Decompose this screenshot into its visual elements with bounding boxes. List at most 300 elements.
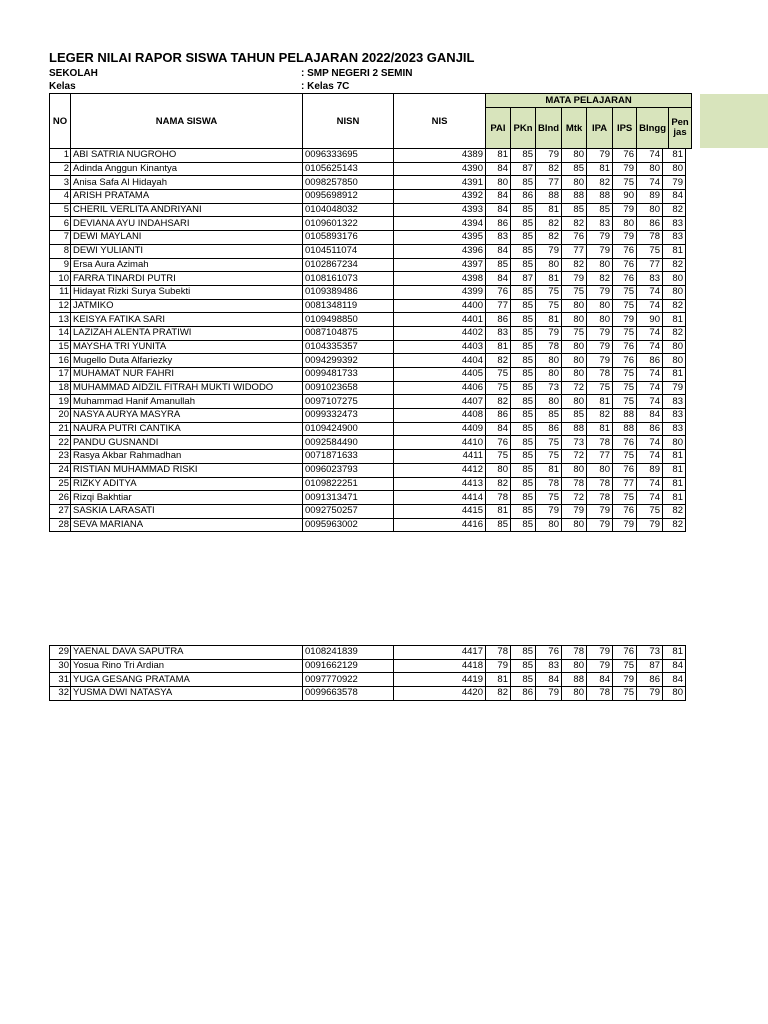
score-cell: 77 <box>587 450 613 464</box>
score-cell: 79 <box>587 354 613 368</box>
score-cell: 75 <box>536 491 562 505</box>
score-cell: 77 <box>613 477 637 491</box>
score-cell: 89 <box>637 190 663 204</box>
student-nisn: 0109498850 <box>303 313 394 327</box>
score-cell: 81 <box>663 477 686 491</box>
score-cell: 80 <box>536 518 562 532</box>
row-number: 22 <box>50 436 71 450</box>
score-cell: 81 <box>663 313 686 327</box>
score-cell: 85 <box>511 326 536 340</box>
score-cell: 75 <box>562 326 587 340</box>
score-cell: 85 <box>511 258 536 272</box>
student-name: Rasya Akbar Rahmadhan <box>71 450 303 464</box>
score-cell: 74 <box>637 381 663 395</box>
col-header-subject: IPA <box>587 108 613 149</box>
score-cell: 85 <box>511 381 536 395</box>
row-number: 27 <box>50 504 71 518</box>
page-title: LEGER NILAI RAPOR SISWA TAHUN PELAJARAN 2022/2023 GANJIL <box>49 50 475 65</box>
score-cell: 85 <box>511 217 536 231</box>
score-cell: 80 <box>663 162 686 176</box>
row-number: 16 <box>50 354 71 368</box>
row-number: 1 <box>50 149 71 163</box>
student-name: YUSMA DWI NATASYA <box>71 687 303 701</box>
table-row <box>50 285 686 299</box>
score-cell: 74 <box>637 299 663 313</box>
score-cell: 84 <box>486 244 511 258</box>
score-cell: 78 <box>587 687 613 701</box>
score-cell: 80 <box>562 687 587 701</box>
score-cell: 76 <box>613 463 637 477</box>
student-name: MAYSHA TRI YUNITA <box>71 340 303 354</box>
row-number: 13 <box>50 313 71 327</box>
student-name: KEISYA FATIKA SARI <box>71 313 303 327</box>
student-nisn: 0104511074 <box>303 244 394 258</box>
score-cell: 78 <box>587 436 613 450</box>
table-row <box>50 313 686 327</box>
row-number: 9 <box>50 258 71 272</box>
student-name: Rizqi Bakhtiar <box>71 491 303 505</box>
grade-table-body-1 <box>49 148 686 532</box>
score-cell: 72 <box>562 491 587 505</box>
score-cell: 78 <box>587 477 613 491</box>
score-cell: 79 <box>587 646 613 660</box>
student-nis: 4409 <box>394 422 486 436</box>
score-cell: 75 <box>536 299 562 313</box>
student-nisn: 0105893176 <box>303 231 394 245</box>
student-name: MUHAMMAD AIDZIL FITRAH MUKTI WIDODO <box>71 381 303 395</box>
student-nisn: 0109601322 <box>303 217 394 231</box>
score-cell: 75 <box>613 326 637 340</box>
table-row <box>50 395 686 409</box>
score-cell: 84 <box>486 422 511 436</box>
student-nis: 4396 <box>394 244 486 258</box>
score-cell: 85 <box>511 673 536 687</box>
row-number: 12 <box>50 299 71 313</box>
score-cell: 80 <box>486 463 511 477</box>
col-header-nama: NAMA SISWA <box>71 94 303 149</box>
row-number: 2 <box>50 162 71 176</box>
student-name: RIZKY ADITYA <box>71 477 303 491</box>
score-cell: 82 <box>536 231 562 245</box>
score-cell: 85 <box>536 409 562 423</box>
score-cell: 79 <box>663 176 686 190</box>
score-cell: 80 <box>613 217 637 231</box>
student-nisn: 0109822251 <box>303 477 394 491</box>
score-cell: 82 <box>486 687 511 701</box>
score-cell: 79 <box>587 149 613 163</box>
student-name: ABI SATRIA NUGROHO <box>71 149 303 163</box>
score-cell: 83 <box>536 659 562 673</box>
score-cell: 80 <box>663 354 686 368</box>
row-number: 30 <box>50 659 71 673</box>
row-number: 5 <box>50 203 71 217</box>
score-cell: 80 <box>562 340 587 354</box>
score-cell: 75 <box>613 381 637 395</box>
score-cell: 86 <box>536 422 562 436</box>
score-cell: 81 <box>663 463 686 477</box>
score-cell: 79 <box>587 244 613 258</box>
score-cell: 79 <box>587 518 613 532</box>
student-name: PANDU GUSNANDI <box>71 436 303 450</box>
score-cell: 75 <box>536 450 562 464</box>
score-cell: 79 <box>613 162 637 176</box>
student-name: RISTIAN MUHAMMAD RISKI <box>71 463 303 477</box>
score-cell: 76 <box>613 504 637 518</box>
score-cell: 79 <box>613 231 637 245</box>
score-cell: 78 <box>536 340 562 354</box>
score-cell: 76 <box>536 646 562 660</box>
score-cell: 83 <box>637 272 663 286</box>
score-cell: 80 <box>562 354 587 368</box>
student-nis: 4399 <box>394 285 486 299</box>
student-nisn: 0087104875 <box>303 326 394 340</box>
col-header-mata-pelajaran: MATA PELAJARAN <box>486 94 692 108</box>
student-nis: 4419 <box>394 673 486 687</box>
score-cell: 79 <box>562 504 587 518</box>
row-number: 28 <box>50 518 71 532</box>
score-cell: 75 <box>536 285 562 299</box>
student-name: JATMIKO <box>71 299 303 313</box>
score-cell: 83 <box>663 395 686 409</box>
score-cell: 78 <box>536 477 562 491</box>
score-cell: 82 <box>486 477 511 491</box>
table-row <box>50 231 686 245</box>
student-name: FARRA TINARDI PUTRI <box>71 272 303 286</box>
student-name: YAENAL DAVA SAPUTRA <box>71 646 303 660</box>
score-cell: 82 <box>486 354 511 368</box>
student-nisn: 0081348119 <box>303 299 394 313</box>
score-cell: 84 <box>663 659 686 673</box>
score-cell: 80 <box>562 299 587 313</box>
table-row <box>50 422 686 436</box>
score-cell: 80 <box>663 436 686 450</box>
score-cell: 75 <box>637 504 663 518</box>
score-cell: 81 <box>536 463 562 477</box>
score-cell: 79 <box>536 244 562 258</box>
score-cell: 84 <box>486 203 511 217</box>
student-name: Hidayat Rizki Surya Subekti <box>71 285 303 299</box>
score-cell: 82 <box>587 272 613 286</box>
score-cell: 85 <box>511 646 536 660</box>
score-cell: 80 <box>486 176 511 190</box>
score-cell: 75 <box>536 436 562 450</box>
score-cell: 80 <box>562 176 587 190</box>
score-cell: 88 <box>562 673 587 687</box>
score-cell: 79 <box>587 231 613 245</box>
row-number: 4 <box>50 190 71 204</box>
student-nisn: 0109389486 <box>303 285 394 299</box>
score-cell: 74 <box>637 176 663 190</box>
score-cell: 83 <box>486 326 511 340</box>
score-cell: 85 <box>511 354 536 368</box>
student-nisn: 0108241839 <box>303 646 394 660</box>
score-cell: 86 <box>511 687 536 701</box>
score-cell: 85 <box>511 659 536 673</box>
score-cell: 85 <box>511 491 536 505</box>
score-cell: 76 <box>613 436 637 450</box>
row-number: 31 <box>50 673 71 687</box>
score-cell: 80 <box>562 518 587 532</box>
student-nis: 4404 <box>394 354 486 368</box>
table-row <box>50 477 686 491</box>
score-cell: 82 <box>663 299 686 313</box>
score-cell: 84 <box>663 673 686 687</box>
score-cell: 79 <box>587 659 613 673</box>
score-cell: 73 <box>536 381 562 395</box>
score-cell: 76 <box>613 258 637 272</box>
score-cell: 81 <box>587 422 613 436</box>
table-row <box>50 409 686 423</box>
student-nisn: 0099332473 <box>303 409 394 423</box>
score-cell: 80 <box>536 258 562 272</box>
student-nisn: 0109424900 <box>303 422 394 436</box>
score-cell: 86 <box>486 217 511 231</box>
score-cell: 80 <box>536 354 562 368</box>
score-cell: 81 <box>536 203 562 217</box>
score-cell: 74 <box>637 285 663 299</box>
grade-table-header <box>49 93 692 149</box>
col-header-subject: PKn <box>511 108 536 149</box>
student-nisn: 0092584490 <box>303 436 394 450</box>
col-header-nis: NIS <box>394 94 486 149</box>
score-cell: 85 <box>587 203 613 217</box>
score-cell: 76 <box>613 272 637 286</box>
row-number: 23 <box>50 450 71 464</box>
score-cell: 79 <box>637 518 663 532</box>
score-cell: 84 <box>637 409 663 423</box>
score-cell: 81 <box>486 504 511 518</box>
row-number: 21 <box>50 422 71 436</box>
student-name: CHERIL VERLITA ANDRIYANI <box>71 203 303 217</box>
score-cell: 81 <box>536 313 562 327</box>
score-cell: 75 <box>486 368 511 382</box>
student-nis: 4405 <box>394 368 486 382</box>
score-cell: 86 <box>511 190 536 204</box>
score-cell: 79 <box>587 504 613 518</box>
student-nis: 4407 <box>394 395 486 409</box>
student-nisn: 0091023658 <box>303 381 394 395</box>
score-cell: 87 <box>511 272 536 286</box>
score-cell: 74 <box>637 340 663 354</box>
score-cell: 73 <box>562 436 587 450</box>
score-cell: 88 <box>613 409 637 423</box>
student-nisn: 0095698912 <box>303 190 394 204</box>
student-name: Adinda Anggun Kinantya <box>71 162 303 176</box>
score-cell: 75 <box>613 299 637 313</box>
student-name: SASKIA LARASATI <box>71 504 303 518</box>
score-cell: 82 <box>663 258 686 272</box>
header-green-fill <box>700 94 768 148</box>
student-name: Yosua Rino Tri Ardian <box>71 659 303 673</box>
score-cell: 82 <box>663 326 686 340</box>
table-row <box>50 463 686 477</box>
score-cell: 85 <box>562 203 587 217</box>
score-cell: 80 <box>663 272 686 286</box>
table-row <box>50 190 686 204</box>
student-nisn: 0104048032 <box>303 203 394 217</box>
score-cell: 77 <box>562 244 587 258</box>
score-cell: 80 <box>663 340 686 354</box>
score-cell: 78 <box>637 231 663 245</box>
row-number: 32 <box>50 687 71 701</box>
student-nis: 4397 <box>394 258 486 272</box>
table-row <box>50 518 686 532</box>
score-cell: 76 <box>486 436 511 450</box>
table-row <box>50 673 686 687</box>
score-cell: 85 <box>562 409 587 423</box>
grade-table-body-2 <box>49 645 686 701</box>
student-nis: 4406 <box>394 381 486 395</box>
score-cell: 81 <box>663 244 686 258</box>
score-cell: 75 <box>613 450 637 464</box>
score-cell: 79 <box>613 673 637 687</box>
score-cell: 77 <box>486 299 511 313</box>
score-cell: 85 <box>511 518 536 532</box>
score-cell: 88 <box>536 190 562 204</box>
score-cell: 80 <box>587 463 613 477</box>
score-cell: 85 <box>511 244 536 258</box>
student-nisn: 0096333695 <box>303 149 394 163</box>
table-row <box>50 340 686 354</box>
score-cell: 85 <box>511 285 536 299</box>
table-row <box>50 258 686 272</box>
score-cell: 84 <box>486 162 511 176</box>
score-cell: 82 <box>587 176 613 190</box>
student-nisn: 0104335357 <box>303 340 394 354</box>
score-cell: 85 <box>511 477 536 491</box>
score-cell: 86 <box>637 354 663 368</box>
student-nis: 4391 <box>394 176 486 190</box>
class-value: : Kelas 7C <box>301 81 350 92</box>
student-name: NAURA PUTRI CANTIKA <box>71 422 303 436</box>
score-cell: 83 <box>663 422 686 436</box>
table-row <box>50 244 686 258</box>
col-header-subject: BInd <box>536 108 562 149</box>
score-cell: 82 <box>536 162 562 176</box>
table-row <box>50 203 686 217</box>
score-cell: 77 <box>637 258 663 272</box>
table-row <box>50 436 686 450</box>
student-nis: 4420 <box>394 687 486 701</box>
score-cell: 75 <box>613 285 637 299</box>
score-cell: 80 <box>562 395 587 409</box>
col-header-no: NO <box>50 94 71 149</box>
student-nis: 4401 <box>394 313 486 327</box>
score-cell: 85 <box>486 258 511 272</box>
row-number: 18 <box>50 381 71 395</box>
score-cell: 85 <box>511 149 536 163</box>
score-cell: 85 <box>511 231 536 245</box>
score-cell: 76 <box>613 149 637 163</box>
row-number: 26 <box>50 491 71 505</box>
score-cell: 82 <box>663 504 686 518</box>
score-cell: 80 <box>562 463 587 477</box>
student-nis: 4390 <box>394 162 486 176</box>
score-cell: 83 <box>663 217 686 231</box>
score-cell: 72 <box>562 450 587 464</box>
score-cell: 78 <box>587 368 613 382</box>
score-cell: 80 <box>587 299 613 313</box>
score-cell: 85 <box>486 518 511 532</box>
student-nis: 4414 <box>394 491 486 505</box>
score-cell: 78 <box>486 491 511 505</box>
score-cell: 77 <box>536 176 562 190</box>
student-nisn: 0096023793 <box>303 463 394 477</box>
score-cell: 75 <box>486 450 511 464</box>
student-name: DEWI YULIANTI <box>71 244 303 258</box>
col-header-subject: PAI <box>486 108 511 149</box>
table-row <box>50 687 686 701</box>
row-number: 15 <box>50 340 71 354</box>
score-cell: 85 <box>511 340 536 354</box>
student-nisn: 0099663578 <box>303 687 394 701</box>
score-cell: 82 <box>663 203 686 217</box>
score-cell: 87 <box>637 659 663 673</box>
student-name: MUHAMAT NUR FAHRI <box>71 368 303 382</box>
student-name: YUGA GESANG PRATAMA <box>71 673 303 687</box>
row-number: 6 <box>50 217 71 231</box>
row-number: 24 <box>50 463 71 477</box>
score-cell: 78 <box>562 477 587 491</box>
student-name: DEVIANA AYU INDAHSARI <box>71 217 303 231</box>
row-number: 7 <box>50 231 71 245</box>
student-nis: 4413 <box>394 477 486 491</box>
student-name: Muhammad Hanif Amanullah <box>71 395 303 409</box>
score-cell: 85 <box>562 162 587 176</box>
score-cell: 84 <box>587 673 613 687</box>
score-cell: 80 <box>562 659 587 673</box>
score-cell: 81 <box>663 149 686 163</box>
score-cell: 85 <box>511 422 536 436</box>
student-nis: 4415 <box>394 504 486 518</box>
score-cell: 80 <box>562 368 587 382</box>
score-cell: 83 <box>486 231 511 245</box>
score-cell: 80 <box>562 313 587 327</box>
col-header-subject: IPS <box>613 108 637 149</box>
score-cell: 74 <box>637 477 663 491</box>
score-cell: 90 <box>637 313 663 327</box>
score-cell: 85 <box>511 463 536 477</box>
student-nisn: 0071871633 <box>303 450 394 464</box>
score-cell: 82 <box>663 518 686 532</box>
score-cell: 84 <box>486 190 511 204</box>
score-cell: 74 <box>637 491 663 505</box>
student-nisn: 0098257850 <box>303 176 394 190</box>
score-cell: 85 <box>511 176 536 190</box>
student-name: Ersa Aura Azimah <box>71 258 303 272</box>
row-number: 10 <box>50 272 71 286</box>
score-cell: 89 <box>637 463 663 477</box>
student-nis: 4411 <box>394 450 486 464</box>
student-nisn: 0099481733 <box>303 368 394 382</box>
row-number: 25 <box>50 477 71 491</box>
score-cell: 80 <box>587 313 613 327</box>
score-cell: 79 <box>536 687 562 701</box>
student-name: NASYA AURYA MASYRA <box>71 409 303 423</box>
score-cell: 76 <box>562 231 587 245</box>
student-nis: 4403 <box>394 340 486 354</box>
score-cell: 81 <box>587 395 613 409</box>
score-cell: 80 <box>536 368 562 382</box>
student-nis: 4417 <box>394 646 486 660</box>
score-cell: 83 <box>587 217 613 231</box>
student-nisn: 0091313471 <box>303 491 394 505</box>
score-cell: 88 <box>562 422 587 436</box>
score-cell: 82 <box>562 217 587 231</box>
score-cell: 75 <box>613 659 637 673</box>
row-number: 29 <box>50 646 71 660</box>
row-number: 14 <box>50 326 71 340</box>
